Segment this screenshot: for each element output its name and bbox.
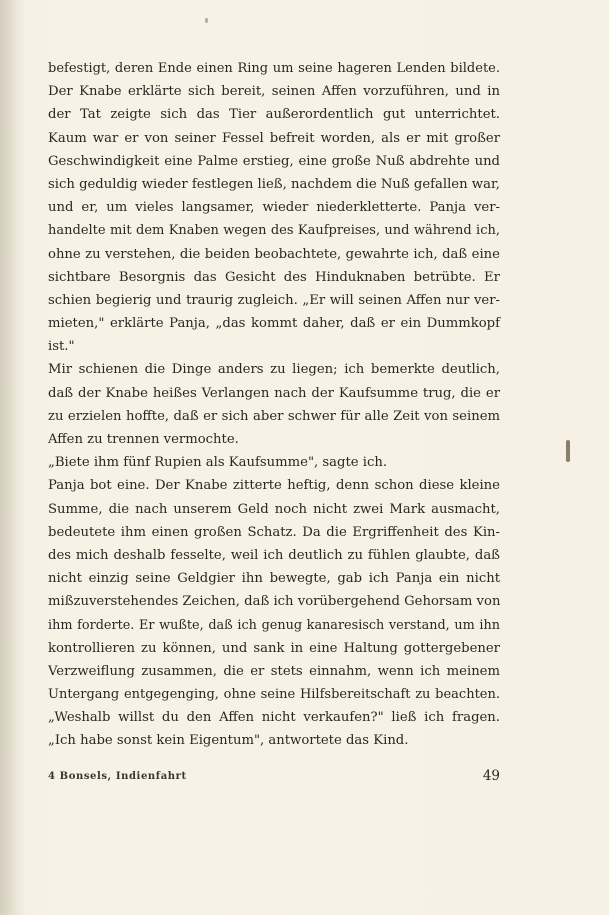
text-line: der Tat zeigte sich das Tier außerordentlich gut unterrichtet. [48,107,500,123]
text-line: daß der Knabe heißes Verlangen nach der Kaufsumme trug, die er [48,385,500,401]
text-line: ihm forderte. Er wußte, daß ich genug kanaresisch verstand, um ihn [48,617,500,633]
text-line: handelte mit dem Knaben wegen des Kaufpreises, und während ich, [48,223,500,239]
page-footer [48,768,500,790]
text-line: schien begierig und traurig zugleich. „Er will seinen Affen nur ver- [48,292,500,308]
paper-speck [205,18,208,23]
text-line: „Biete ihm fünf Rupien als Kaufsumme", sagte ich. [48,455,388,471]
text-line: des mich deshalb fesselte, weil ich deutlich zu fühlen glaubte, daß [48,547,500,563]
text-line: kontrollieren zu können, und sank in eine Haltung gottergebener [48,640,500,656]
text-line: ist." [48,339,75,355]
text-line: Kaum war er von seiner Fessel befreit worden, als er mit großer [48,130,500,146]
text-line: Summe, die nach unserem Geld noch nicht zwei Mark ausmacht, [48,501,500,517]
text-line: Panja bot eine. Der Knabe zitterte heftig, denn schon diese kleine [48,478,500,494]
text-line: mieten," erklärte Panja, „das kommt daher, daß er ein Dummkopf [48,316,500,332]
signature-mark: 4 Bonsels, Indienfahrt [48,771,187,782]
text-line: „Weshalb willst du den Affen nicht verkaufen?" ließ ich fragen. [48,710,500,726]
text-line: nicht einzig seine Geldgier ihn bewegte, gab ich Panja ein nicht [48,571,500,587]
text-line: sichtbare Besorgnis das Gesicht des Hinduknaben betrübte. Er [48,269,500,285]
text-line: zu erzielen hoffte, daß er sich aber schwer für alle Zeit von seinem [48,408,500,424]
spine-shadow [0,0,26,915]
text-line: sich geduldig wieder festlegen ließ, nachdem die Nuß gefallen war, [48,176,500,192]
text-line: bedeutete ihm einen großen Schatz. Da die Ergriffenheit des Kin- [48,524,500,540]
text-line: Untergang entgegenging, ohne seine Hilfsbereitschaft zu beachten. [48,687,500,703]
text-line: Der Knabe erklärte sich bereit, seinen Affen vorzuführen, und in [48,84,500,100]
text-line: Geschwindigkeit eine Palme erstieg, eine große Nuß abdrehte und [48,153,500,169]
text-line: befestigt, deren Ende einen Ring um seine hageren Lenden bildete. [48,61,500,76]
page-number: 49 [482,768,500,784]
text-line: und er, um vieles langsamer, wieder niederkletterte. Panja ver- [48,200,500,216]
text-line: Affen zu trennen vermochte. [48,432,239,447]
paper-mark [566,440,570,462]
text-line: mißzuverstehendes Zeichen, daß ich vorübergehend Gehorsam von [48,594,501,610]
text-line: „Ich habe sonst kein Eigentum", antwortete das Kind. [48,733,409,749]
text-line: Mir schienen die Dinge anders zu liegen; ich bemerkte deutlich, [48,362,500,378]
body-text [48,57,500,753]
text-line: Verzweiflung zusammen, die er stets einnahm, wenn ich meinem [48,663,500,679]
text-line: ohne zu verstehen, die beiden beobachtete, gewahrte ich, daß eine [48,246,500,262]
